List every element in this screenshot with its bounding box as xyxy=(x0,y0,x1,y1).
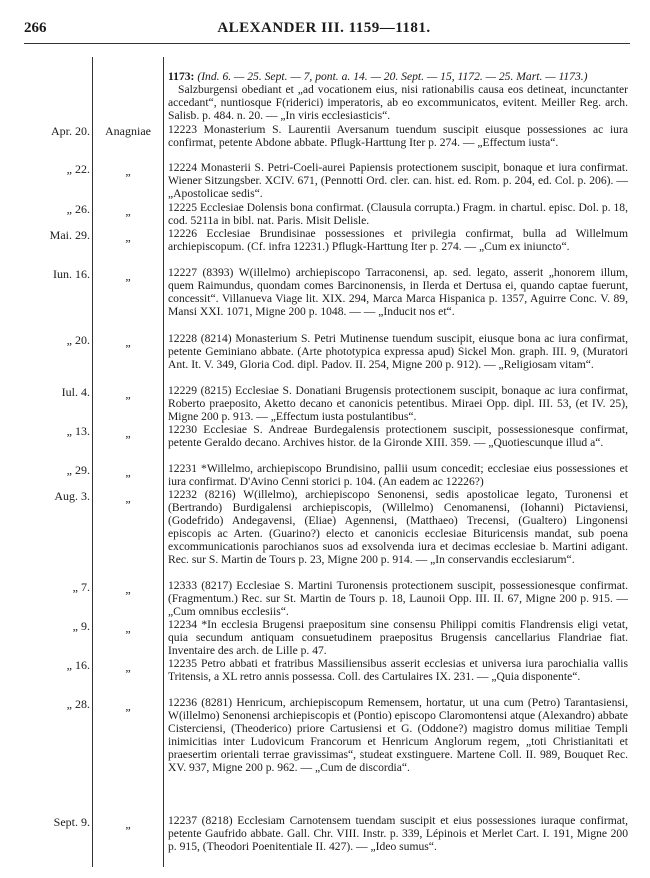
entry-date: Aug. 3. xyxy=(54,489,90,503)
regest-entry: 12226 Ecclesiae Brundisinae possessiones et privilegia confirmat, bulla ad Willelmum archiepiscopum. (Cf. infra 12231.) Pflugk-Harttung Iter p. 274. — „Cum ex iniuncto“. xyxy=(168,227,628,253)
year-number: 1173: xyxy=(168,70,195,83)
entry-date: Iun. 16. xyxy=(53,267,90,281)
running-title: ALEXANDER III. 1159—1181. xyxy=(217,20,431,36)
entry-date: „ 29. xyxy=(66,463,90,477)
year-block xyxy=(168,71,628,123)
entry-date: „ 13. xyxy=(66,424,90,438)
column-divider-place xyxy=(163,57,164,867)
regest-entry: 12230 Ecclesiae S. Andreae Burdegalensis protectionem suscipit, possessionesque confirmat, petente Geraldo decano. Archives histor. de la Gironde XIII. 359. — „Quotiescunque illud a“. xyxy=(168,423,628,449)
regest-entry: 12237 (8218) Ecclesiam Carnotensem tuendam suscipit et eius possessiones iuraque confirmat, petente Gaufrido abbate. Gall. Chr. VIII. Instr. p. 339, Lépinois et Merlet Cart. I. 191, Migne 200 p. 915, (Theodori Poenitentiale II. 427). — „Ideo sumus“. xyxy=(168,814,628,853)
page-header xyxy=(24,20,624,40)
entry-place: „ xyxy=(125,230,131,244)
entry-date: Iul. 4. xyxy=(61,385,90,399)
regest-entry: 12225 Ecclesiae Dolensis bona confirmat. (Clausula corrupta.) Fragm. in chartul. episc. Dol. p. 18, cod. 5211a in bibl. nat. Paris. Misit Delisle. xyxy=(168,201,628,227)
entry-place: „ xyxy=(125,387,131,401)
entry-date: „ 16. xyxy=(66,658,90,672)
entry-place: „ xyxy=(125,426,131,440)
regest-entry: 12227 (8393) W(illelmo) archiepiscopo Tarraconensi, ap. sed. legato, asserit „honorem illum, quem Raimundus, quondam comes Barcinonensis, in Ilerda et Dertusa ei, quando captae fuerunt, concessit“. Villanueva Viage lit. XIX. 294, Marca Marca Hispanica p. 1357, Aguirre Conc. V. 89, Mansi XXI. 1071, Migne 200 p. 1048. — — „Inducit nos et“. xyxy=(168,266,628,318)
regest-entry: 12333 (8217) Ecclesiae S. Martini Turonensis protectionem suscipit, possessionesque confirmat. (Fragmentum.) Rec. sur St. Martin de Tours p. 18, Launoii Opp. III. II. 67, Migne 200 p. 915. — „Cum omnibus ecclesiis“. xyxy=(168,579,628,618)
regest-entry: 12231 *Willelmo, archiepiscopo Brundisino, pallii usum concedit; ecclesiae eius possessiones et iura confirmat. D'Avino Cenni storici p. 104. (An eadem ac 12226?) xyxy=(168,462,628,488)
entry-place: „ xyxy=(125,817,131,831)
entry-place: „ xyxy=(125,164,131,178)
entry-date: „ 9. xyxy=(72,619,90,633)
regest-entry: 12223 Monasterium S. Laurentii Aversanum tuendum suscipit eiusque possessiones ac iura confirmat, petente Abdone abbate. Pflugk-Harttung Iter p. 274. — „Effectum iusta“. xyxy=(168,123,628,149)
regest-entry: 12224 Monasterii S. Petri-Coeli-aurei Papiensis protectionem suscipit, bonaque et iura confirmat. Wiener Sitzungsber. XCIV. 671, (Pennotti Ord. cler. can. hist. ed. Rom. p. 204, ed. Col. p. 206). — „Apostolicae sedis“. xyxy=(168,161,628,200)
entry-place: „ xyxy=(125,465,131,479)
regest-entry: 12234 *In ecclesia Brugensi praepositum sine consensu Philippi comitis Flandrensis eligi vetat, quia secundum antiquam consuetudinem praepositus Brugensis cancellarius Flandriae fiat. Inventaire des arch. de Lille p. 47. xyxy=(168,618,628,657)
entry-date: „ 7. xyxy=(72,580,90,594)
regest-entry: 12229 (8215) Ecclesiae S. Donatiani Brugensis protectionem suscipit, bonaque ac iura confirmat, Roberto praeposito, Aketto decano et canonicis petentibus. Miraei Opp. dipl. III. 53, (et IV. 25), Migne 200 p. 913. — „Effectum iusta postulantibus“. xyxy=(168,384,628,423)
page-number: 266 xyxy=(24,20,47,36)
entry-place: „ xyxy=(125,491,131,505)
entry-date: „ 28. xyxy=(66,697,90,711)
entry-place: „ xyxy=(125,269,131,283)
entry-date: „ 22. xyxy=(66,162,90,176)
regest-entry: 12228 (8214) Monasterium S. Petri Mutinense tuendum suscipit, eiusque bona ac iura confirmat, petente Geminiano abbate. (Arte phototypica expressa apud) Sickel Mon. graph. III. 9, (Muratori Ant. It. V. 349, Gloria Cod. dipl. Padov. II. 254, Migne 200 p. 912). — „Religiosam vitam“. xyxy=(168,332,628,371)
year-heading xyxy=(168,71,628,84)
entry-place: „ xyxy=(125,335,131,349)
entry-place: „ xyxy=(125,660,131,674)
entry-place: „ xyxy=(125,621,131,635)
entry-date: Sept. 9. xyxy=(53,815,90,829)
regest-entry: 12236 (8281) Henricum, archiepiscopum Remensem, hortatur, ut una cum (Petro) Tarantasiensi, W(illelmo) Senonensi archiepiscopis et (Pontio) episcopo Claromontensi atque (Alexandro) abbate Cisterciensi, (Theoderico) priore Cartusiensi et G. (Oddone?) magistro domus militiae Templi inimicitias inter Ludovicum Francorum et Henricum Anglorum regem, „toti Christianitati et praesertim orientali terrae gravissimas“, studeat exstinguere. Martene Coll. II. 989, Bouquet Rec. XV. 937, Migne 200 p. 962. — „Cum de discordia“. xyxy=(168,696,628,774)
entry-place: „ xyxy=(125,699,131,713)
entry-place: „ xyxy=(125,204,131,218)
header-rule xyxy=(24,43,630,44)
column-divider-date xyxy=(92,57,93,867)
entry-place: Anagniae xyxy=(105,124,151,138)
intro-text: Salzburgensi obediant et „ad vocationem eius, nisi rationabilis causa eos detineat, incunctanter accedant“, nuntiosque F(riderici) imperatoris, ab eo excommunicatos, evitent. Meiller Reg. arch. Salisb. p. 484. n. 20. — „In viris ecclesiasticis“. xyxy=(168,82,628,122)
entry-date: „ 20. xyxy=(66,333,90,347)
indiction-note: (Ind. 6. — 25. Sept. — 7, pont. a. 14. — 20. Sept. — 15, 1172. — 25. Mart. — 1173.) xyxy=(197,70,588,83)
regest-entry: 12235 Petro abbati et fratribus Massiliensibus asserit ecclesias et universa iura parochialia vallis Tritensis, a XL retro annis possessa. Coll. des Cartulaires IX. 231. — „Quia disponente“. xyxy=(168,657,628,683)
regest-entry: 12232 (8216) W(illelmo), archiepiscopo Senonensi, sedis apostolicae legato, Turonensi et (Bertrando) Burdigalensi archiepiscopis, (Willelmo) Cenomanensi, (Iohanni) Pictaviensi, (Godefrido) Andegavensi, (Eliae) Agennensi, (Matthaeo) Trecensi, (Gualtero) Lingonensi episcopis ac Arten. (Guarino?) electo et canonicis ecclesiae Bituricensis mandat, sub poena excommunicationis parochianos suos ad exsolvenda iura et decimas ecclesiae b. Martini adigant. Rec. sur S. Martin de Tours p. 23, Migne 200 p. 914. — „In conservandis ecclesiarum“. xyxy=(168,488,628,566)
entry-place: „ xyxy=(125,582,131,596)
entry-date: Mai. 29. xyxy=(49,228,90,242)
entry-date: „ 26. xyxy=(66,202,90,216)
entry-date: Apr. 20. xyxy=(51,124,90,138)
